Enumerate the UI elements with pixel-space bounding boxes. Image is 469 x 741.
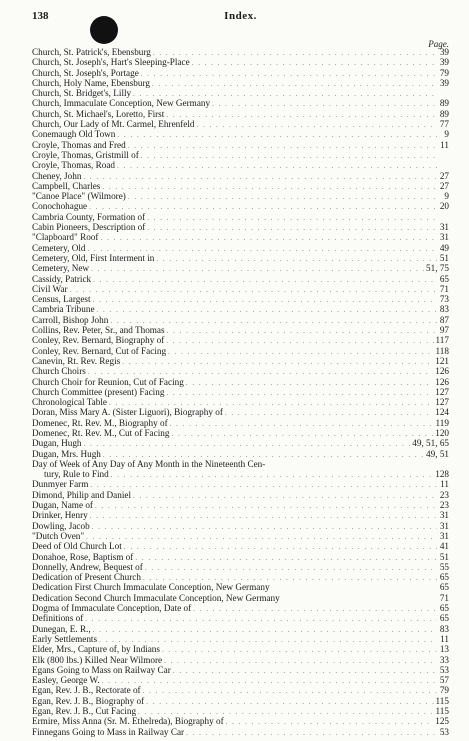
dot-leader: [162, 645, 437, 654]
index-entry-page: 89: [439, 108, 449, 119]
dot-leader: [226, 717, 434, 726]
page-title: Index.: [224, 10, 257, 22]
dot-leader: [88, 367, 433, 376]
index-entry-page: 31: [439, 510, 449, 521]
index-entry-page: 87: [439, 314, 449, 325]
dot-leader: [173, 666, 437, 675]
dot-leader: [186, 728, 437, 737]
index-entry-text: Doran, Miss Mary A. (Sister Liguori), Biography of: [32, 407, 223, 418]
index-entry-page: 39: [439, 47, 449, 57]
index-entry: [32, 407, 449, 417]
dot-leader: [168, 347, 434, 356]
dot-leader: [109, 398, 433, 407]
index-entry-page: 127: [435, 397, 449, 408]
index-entry-text: Dunegan, E. R.,: [32, 623, 91, 634]
punch-hole: [90, 16, 118, 44]
index-entry-text: Croyle, Thomas, Gristmill of: [32, 149, 139, 160]
index-entry: [32, 119, 449, 129]
dot-leader: [128, 192, 437, 201]
index-entry: [32, 68, 449, 78]
index-entry: [32, 449, 449, 459]
index-entry: [32, 140, 449, 150]
index-entry-page: 9: [444, 191, 449, 202]
index-entry: [32, 572, 449, 582]
index-entry: [32, 634, 449, 644]
index-entry-page: 9: [444, 129, 449, 140]
dot-leader: [166, 388, 433, 397]
dot-leader: [97, 305, 437, 314]
index-entry-page: 11: [440, 139, 449, 150]
page-column-heading: Page.: [428, 39, 449, 49]
dot-leader: [133, 89, 437, 98]
dot-leader: [122, 357, 433, 366]
dot-leader: [99, 635, 437, 644]
index-entry-text: "Canoe Place" (Wilmore): [32, 191, 126, 202]
dot-leader: [124, 542, 437, 551]
dot-leader: [147, 213, 437, 222]
index-entry-text: Civil War: [32, 283, 68, 294]
index-entry: [32, 665, 449, 675]
index-entry-text: Church, St. Michael's, Loretto, First: [32, 108, 165, 119]
index-entry: [32, 191, 449, 201]
index-entry-text: Cabin Pioneers, Description of: [32, 222, 146, 233]
dot-leader: [145, 563, 437, 572]
dot-leader: [90, 480, 437, 489]
dot-leader: [212, 99, 437, 108]
index-entry-page: 83: [439, 304, 449, 315]
index-entry-page: 31: [439, 232, 449, 243]
dot-leader: [192, 58, 437, 67]
index-entry-page: 65: [439, 582, 449, 593]
index-entry-list: [32, 47, 449, 737]
index-entry-page: 39: [439, 57, 449, 68]
index-entry-text: Dimond, Philip and Daniel: [32, 489, 132, 500]
index-entry: [32, 181, 449, 191]
index-entry: [32, 418, 449, 428]
dot-leader: [83, 172, 437, 181]
index-entry: [32, 315, 449, 325]
index-entry: [32, 274, 449, 284]
dot-leader: [171, 429, 433, 438]
dot-leader: [133, 491, 437, 500]
index-entry-text: Dogma of Immaculate Conception, Date of: [32, 603, 192, 614]
index-entry: [32, 222, 449, 232]
index-entry-text: Conemaugh Old Town: [32, 129, 116, 140]
dot-leader: [138, 707, 434, 716]
index-entry: [32, 212, 449, 222]
index-entry: [32, 696, 449, 706]
index-entry: [32, 603, 449, 613]
index-entry-page: 53: [439, 664, 449, 675]
index-entry-page: 115: [435, 695, 449, 706]
index-entry: [32, 479, 449, 489]
index-entry-text: Finnegans Going to Mass in Railway Car: [32, 726, 185, 737]
index-entry: [32, 428, 449, 438]
index-entry: [32, 469, 449, 479]
index-entry-page: 65: [439, 273, 449, 284]
index-entry-text: Church Choirs: [32, 366, 86, 377]
dot-leader: [143, 573, 437, 582]
index-entry-text: Cemetery, Old, First Interment in: [32, 252, 155, 263]
index-entry: [32, 706, 449, 716]
index-entry-text: Church, St. Bridget's, Lilly: [32, 88, 132, 99]
index-entry-page: 124: [435, 407, 449, 418]
index-entry-text: Cambria Tribune: [32, 304, 95, 315]
dot-leader: [84, 439, 411, 448]
index-entry-text: Early Settlements: [32, 633, 98, 644]
index-entry-text: Elder, Mrs., Capture of, by Indians: [32, 644, 160, 655]
index-entry: [32, 459, 449, 469]
index-entry: [32, 109, 449, 119]
dot-leader: [93, 295, 437, 304]
dot-leader: [164, 656, 437, 665]
index-entry: [32, 490, 449, 500]
index-entry-page: 11: [440, 633, 449, 644]
index-entry: [32, 98, 449, 108]
index-entry-text: Dedication Second Church Immaculate Conception, New Germany: [32, 592, 280, 603]
dot-leader: [110, 316, 437, 325]
dot-leader: [70, 285, 437, 294]
dot-leader: [170, 419, 434, 428]
index-entry: [32, 562, 449, 572]
index-entry-text: Drinker, Henry: [32, 510, 88, 521]
index-entry-text: Definitions of: [32, 613, 84, 624]
index-entry: [32, 171, 449, 181]
index-entry-page: 65: [439, 603, 449, 614]
index-entry-page: 73: [439, 294, 449, 305]
dot-leader: [146, 697, 433, 706]
index-entry-page: 49, 51: [426, 448, 449, 459]
index-entry-page: 79: [439, 685, 449, 696]
dot-leader: [147, 223, 437, 232]
index-entry-page: 53: [439, 726, 449, 737]
index-entry-page: 115: [435, 706, 449, 716]
index-entry-text: Dunmyer Farm: [32, 479, 89, 490]
index-entry: [32, 655, 449, 665]
dot-leader: [166, 336, 433, 345]
index-entry-text: Cambria County, Formation of: [32, 211, 146, 222]
index-entry-page: 126: [435, 376, 449, 387]
index-entry-text: Church, St. Joseph's, Portage: [32, 67, 139, 78]
index-entry-page: 79: [439, 67, 449, 78]
dot-leader: [92, 522, 437, 531]
index-entry: [32, 366, 449, 376]
index-entry-page: 121: [435, 355, 449, 366]
index-entry-page: 23: [439, 500, 449, 511]
index-entry-text: Church Committee (present) Facing: [32, 386, 165, 397]
index-entry-page: 33: [439, 654, 449, 665]
index-entry-page: 77: [439, 119, 449, 130]
dot-leader: [111, 470, 433, 479]
index-entry: [32, 685, 449, 695]
index-entry-text: Domenec, Rt. Rev. M., Biography of: [32, 417, 168, 428]
dot-leader: [88, 244, 438, 253]
dot-leader: [102, 182, 437, 191]
index-entry: [32, 624, 449, 634]
index-entry-text: Deed of Old Church Lot: [32, 541, 122, 552]
index-entry-page: 65: [439, 572, 449, 583]
index-entry: [32, 377, 449, 387]
index-entry-text: Dedication First Church Immaculate Conception, New Germany: [32, 582, 270, 593]
index-entry: [32, 201, 449, 211]
index-entry: [32, 387, 449, 397]
index-entry-text: Cemetery, Old: [32, 242, 86, 253]
index-entry-page: 55: [439, 561, 449, 572]
index-entry-text: Church Choir for Reunion, Cut of Facing: [32, 376, 184, 387]
index-entry-page: 51: [439, 252, 449, 263]
dot-leader: [103, 450, 424, 459]
index-entry: [32, 346, 449, 356]
dot-leader: [117, 130, 437, 139]
index-entry: [32, 727, 449, 737]
index-entry-text: Carroll, Bishop John: [32, 314, 109, 325]
dot-leader: [102, 676, 437, 685]
index-entry-text: Egans Going to Mass on Railway Car: [32, 664, 171, 675]
index-entry-text: Census, Largest: [32, 294, 91, 305]
index-entry: [32, 88, 449, 98]
dot-leader: [225, 408, 433, 417]
dot-leader: [86, 532, 437, 541]
dot-leader: [141, 69, 437, 78]
index-entry: [32, 541, 449, 551]
index-entry-page: 57: [439, 675, 449, 686]
index-entry-page: 31: [439, 222, 449, 233]
index-entry: [32, 78, 449, 88]
dot-leader: [95, 501, 437, 510]
dot-leader: [93, 625, 437, 634]
index-entry-text: Dedication of Present Church: [32, 572, 141, 583]
index-entry-text: Conochohague: [32, 201, 88, 212]
index-entry-page: 39: [439, 77, 449, 88]
index-entry-page: 31: [439, 520, 449, 531]
index-entry: [32, 304, 449, 314]
index-entry: [32, 531, 449, 541]
index-entry: [32, 500, 449, 510]
index-entry: [32, 675, 449, 685]
index-entry: [32, 263, 449, 273]
dot-leader: [135, 553, 437, 562]
index-entry: [32, 129, 449, 139]
index-entry-text: Cemetery, New: [32, 263, 90, 274]
index-entry-page: 31: [439, 530, 449, 541]
index-entry-text: Church, Immaculate Conception, New Germany: [32, 98, 211, 109]
index-entry: [32, 582, 449, 592]
index-entry: [32, 593, 449, 603]
dot-leader: [91, 264, 424, 273]
index-entry-page: 20: [439, 201, 449, 212]
index-entry-text: "Clapboard" Roof: [32, 232, 99, 243]
index-entry-page: 127: [435, 386, 449, 397]
index-entry: [32, 397, 449, 407]
index-entry: [32, 716, 449, 726]
index-entry-page: 119: [435, 417, 449, 428]
index-entry: [32, 253, 449, 263]
index-entry-page: 125: [435, 716, 449, 727]
index-entry-text: Church, Our Lady of Mt. Carmel, Ehrenfeld: [32, 119, 195, 130]
index-entry-text: Dugan, Hugh: [32, 438, 82, 449]
index-entry-text: Campbell, Charles: [32, 180, 101, 191]
index-entry: [32, 510, 449, 520]
index-entry-text: Donahoe, Rose, Baptism of: [32, 551, 134, 562]
index-entry-text: Dowling, Jacob: [32, 520, 90, 531]
index-entry-text: Church, St. Joseph's, Hart's Sleeping-Place: [32, 57, 190, 68]
dot-leader: [167, 326, 437, 335]
index-entry-text: Conley, Rev. Bernard, Biography of: [32, 335, 165, 346]
dot-leader: [117, 161, 437, 170]
dot-leader: [156, 254, 437, 263]
index-entry-text: Day of Week of Any Day of Any Month in the Nineteenth Cen-: [32, 458, 266, 469]
index-entry-text: Cheney, John: [32, 170, 82, 181]
index-entry-page: 83: [439, 623, 449, 634]
index-entry-text: Elk (800 lbs.) Killed Near Wilmore: [32, 654, 163, 665]
index-entry: [32, 243, 449, 253]
dot-leader: [153, 48, 437, 57]
index-entry: [32, 284, 449, 294]
index-entry: [32, 335, 449, 345]
index-entry: [32, 356, 449, 366]
dot-leader: [141, 151, 437, 160]
index-entry: [32, 232, 449, 242]
index-entry-page: 71: [439, 592, 449, 603]
index-entry: [32, 644, 449, 654]
index-entry-page: 41: [439, 541, 449, 552]
index-entry-text: Dugan, Mrs. Hugh: [32, 448, 101, 459]
index-entry-page: 71: [439, 283, 449, 294]
index-entry-text: Egan, Rev. J. B., Biography of: [32, 695, 145, 706]
index-entry-page: 13: [439, 644, 449, 655]
index-entry-page: 117: [435, 335, 449, 346]
index-entry: [32, 57, 449, 67]
index-entry-page: 51: [439, 551, 449, 562]
index-entry-text: Domenec, Rt. Rev. M., Cut of Facing: [32, 427, 170, 438]
dot-leader: [143, 686, 437, 695]
index-entry-text: Conley, Rev. Bernard, Cut of Facing: [32, 345, 167, 356]
index-entry-text: Croyle, Thomas, Road: [32, 160, 116, 171]
dot-leader: [186, 378, 433, 387]
dot-leader: [166, 110, 437, 119]
index-entry: [32, 521, 449, 531]
dot-leader: [193, 604, 437, 613]
index-entry: [32, 160, 449, 170]
index-entry-page: 11: [440, 479, 449, 490]
index-entry-text: Church, St. Patrick's, Ebensburg: [32, 47, 151, 57]
index-entry-text: Dugan, Name of: [32, 500, 93, 511]
index-entry-page: 128: [435, 469, 449, 480]
index-entry-page: 27: [439, 170, 449, 181]
dot-leader: [152, 79, 437, 88]
index-entry-page: 97: [439, 325, 449, 336]
index-entry-page: 23: [439, 489, 449, 500]
index-entry-text: "Dutch Oven": [32, 530, 85, 541]
index-entry-text: Egan, Rev. J. B., Cut Facing: [32, 706, 137, 716]
index-entry-page: 89: [439, 98, 449, 109]
index-entry-text: Chronological Table: [32, 397, 107, 408]
dot-leader: [89, 202, 437, 211]
index-entry: [32, 438, 449, 448]
dot-leader: [197, 120, 437, 129]
index-entry: [32, 150, 449, 160]
index-entry-page: 27: [439, 180, 449, 191]
index-entry-text: Egan, Rev. J. B., Rectorate of: [32, 685, 141, 696]
index-entry-text: Ermire, Miss Anna (Sr. M. Ethelreda), Biography of: [32, 716, 224, 727]
index-entry-text: Easley, George W.: [32, 675, 100, 686]
index-entry-page: 120: [435, 427, 449, 438]
index-entry: [32, 325, 449, 335]
dot-leader: [85, 614, 437, 623]
dot-leader: [128, 141, 437, 150]
index-entry: [32, 294, 449, 304]
index-entry-text: tury, Rule to Find: [44, 469, 109, 480]
index-entry-text: Croyle, Thomas and Fred: [32, 139, 126, 150]
dot-leader: [90, 511, 437, 520]
index-entry-text: Collins, Rev. Peter, Sr., and Thomas: [32, 325, 165, 336]
index-entry-text: Canevin, Rt. Rev. Regis: [32, 355, 121, 366]
index-entry-page: 49: [439, 242, 449, 253]
index-entry-text: Cassidy, Patrick: [32, 273, 92, 284]
index-entry-page: 126: [435, 366, 449, 377]
index-entry-page: 118: [435, 345, 449, 356]
page-number: 138: [32, 10, 49, 22]
index-entry: [32, 47, 449, 57]
index-entry-page: 65: [439, 613, 449, 624]
index-entry: [32, 552, 449, 562]
index-entry-page: 49, 51, 65: [412, 438, 449, 449]
dot-leader: [93, 275, 437, 284]
index-entry: [32, 613, 449, 623]
dot-leader: [100, 233, 437, 242]
index-entry-text: Donnelly, Andrew, Bequest of: [32, 561, 143, 572]
index-entry-page: 51, 75: [426, 263, 449, 274]
index-entry-text: Church, Holy Name, Ebensburg: [32, 77, 150, 88]
